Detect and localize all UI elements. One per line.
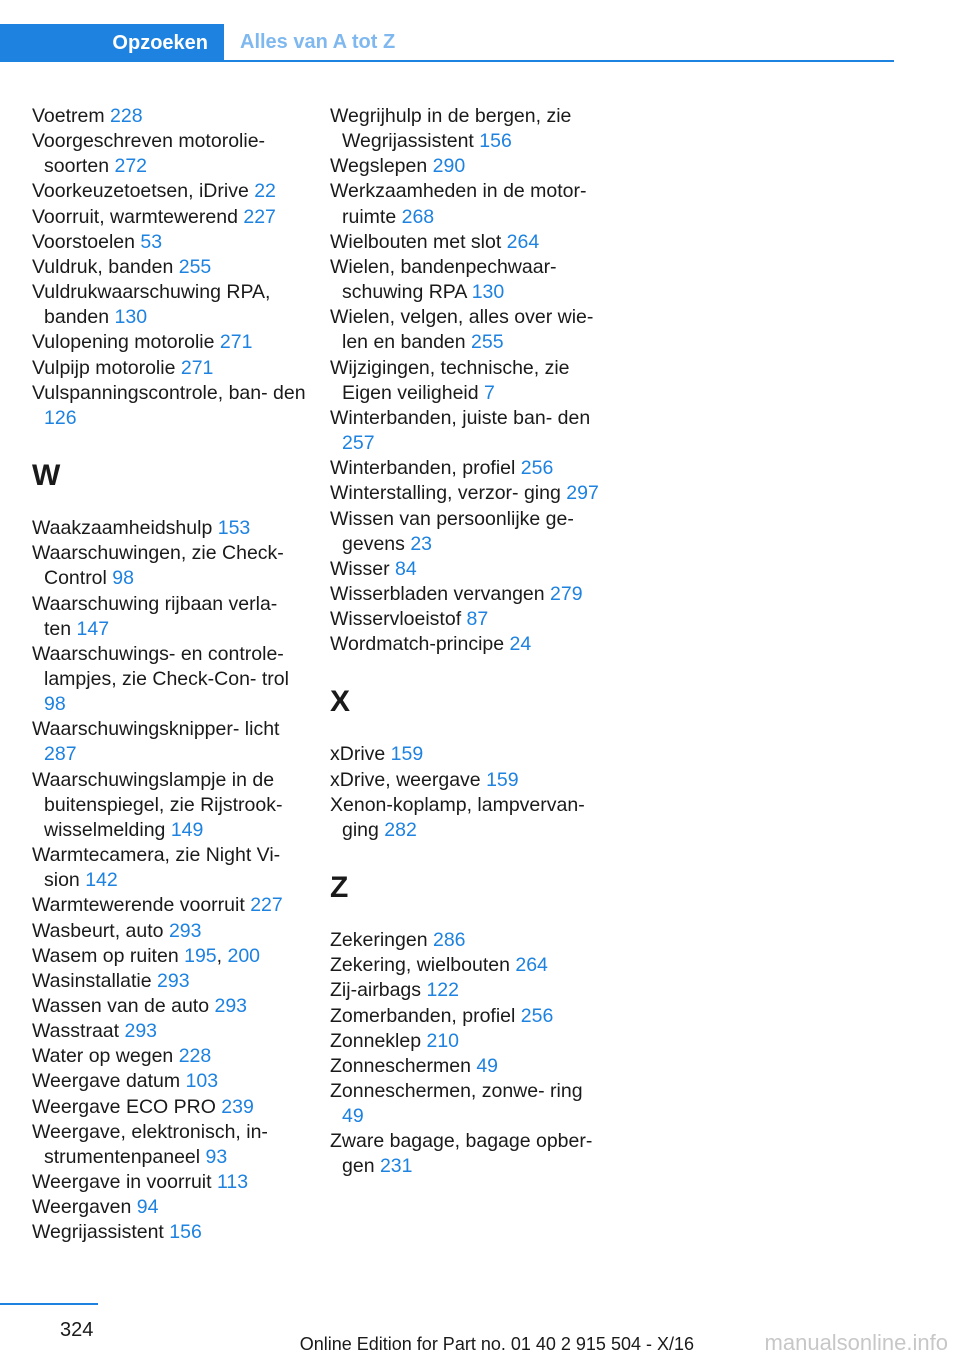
- index-entry-term: Voorstoelen: [32, 230, 141, 253]
- index-entry: [32, 592, 307, 642]
- index-entry-term: Wasem op ruiten: [32, 944, 185, 967]
- index-entry: [330, 742, 605, 767]
- index-entry-term: Vulspanningscontrole, ban‐ den: [32, 381, 306, 404]
- page-link[interactable]: 264: [515, 954, 548, 977]
- index-entry: [330, 305, 605, 355]
- index-entry: [330, 356, 605, 406]
- tab-opzoeken[interactable]: Opzoeken: [0, 24, 224, 62]
- page-link[interactable]: 53: [140, 230, 163, 253]
- index-entry-term: Waarschuwing rijbaan verla‐ ten: [32, 592, 278, 640]
- index-entry: [330, 582, 605, 607]
- page-link[interactable]: 49: [342, 1105, 364, 1128]
- page-link[interactable]: 94: [136, 1196, 159, 1219]
- index-entry: [32, 179, 307, 204]
- index-entry-term: Waakzaamheidshulp: [32, 517, 218, 540]
- index-entry: [330, 607, 605, 632]
- index-entry-term: Weergaven: [32, 1196, 137, 1219]
- index-entry-term: Warmtewerende voorruit: [32, 894, 251, 917]
- page-number: 324: [60, 1319, 94, 1341]
- index-entry-term: Wasinstallatie: [32, 969, 157, 992]
- page-link[interactable]: 271: [180, 356, 214, 379]
- page-link[interactable]: 287: [44, 743, 77, 766]
- page-link[interactable]: 22: [254, 180, 276, 203]
- page-link[interactable]: 228: [110, 105, 143, 127]
- page-link[interactable]: 227: [243, 205, 276, 228]
- index-entry-term: Waarschuwings- en controle‐ lampjes, zie Check-Con‐ trol: [32, 642, 289, 690]
- index-entry: [32, 104, 307, 129]
- index-entry-term: Waarschuwingsknipper‐ licht: [32, 718, 280, 741]
- page-link[interactable]: 286: [432, 929, 466, 952]
- index-entry: [330, 406, 605, 456]
- page-link[interactable]: 156: [169, 1221, 202, 1244]
- page-link[interactable]: 293: [157, 969, 190, 992]
- index-entry: [330, 632, 605, 657]
- index-entry-term: Weergave, elektronisch, in‐ strumentenpaneel: [32, 1120, 268, 1168]
- index-entry-term: Werkzaamheden in de motor‐ ruimte: [330, 180, 587, 228]
- index-entry: [330, 928, 605, 953]
- index-entry: [330, 1129, 605, 1179]
- index-entry: [32, 893, 307, 918]
- index-entry-term: xDrive, weergave: [330, 768, 487, 791]
- index-entry: [330, 230, 605, 255]
- page-number-rule: [0, 1303, 98, 1305]
- page-link[interactable]: 293: [214, 995, 248, 1017]
- page-link[interactable]: 227: [250, 894, 283, 917]
- index-entry-term: Xenon-koplamp, lampvervan‐ ging: [330, 793, 585, 841]
- page-link[interactable]: 228: [178, 1045, 212, 1068]
- page-link[interactable]: 200: [227, 944, 261, 967]
- index-entry: [32, 205, 307, 230]
- index-column-right: [330, 104, 605, 1180]
- edition-footer: Online Edition for Part no. 01 40 2 915 504 - X/16: [299, 1334, 694, 1354]
- page-link[interactable]: 130: [114, 306, 148, 329]
- page-link[interactable]: 271: [219, 331, 253, 354]
- page-link[interactable]: 103: [185, 1070, 219, 1093]
- index-entry: [330, 1029, 605, 1054]
- index-entry: [32, 1019, 307, 1044]
- index-entry: [32, 1095, 307, 1120]
- page-link[interactable]: 279: [550, 582, 583, 605]
- index-entry: [32, 1170, 307, 1195]
- index-entry-term: Vuldruk, banden: [32, 255, 179, 278]
- index-entry-term: Vulpijp motorolie: [32, 356, 181, 379]
- page-link[interactable]: 256: [520, 457, 554, 480]
- page-link[interactable]: 297: [566, 482, 599, 505]
- page-link[interactable]: 293: [168, 919, 202, 942]
- index-entry-term: Wisservloeistof: [330, 608, 467, 631]
- index-entry-term: Wissen van persoonlijke ge‐ gevens: [330, 507, 574, 555]
- section-letter: Z: [330, 871, 349, 905]
- index-entry: [330, 793, 605, 843]
- chapter-tabbar: [0, 24, 894, 62]
- page-link[interactable]: 149: [170, 818, 204, 841]
- index-entry-term: Zonneschermen: [330, 1054, 477, 1077]
- index-entry: [32, 1120, 307, 1170]
- index-entry: [330, 978, 605, 1003]
- page-link[interactable]: 93: [205, 1145, 228, 1168]
- page-link[interactable]: 255: [471, 331, 504, 354]
- page-link[interactable]: 290: [432, 155, 466, 178]
- page-link[interactable]: 257: [342, 432, 375, 455]
- index-entry: [32, 994, 307, 1019]
- index-entry-term: Zekeringen: [330, 929, 433, 952]
- index-entry-term: Voorgeschreven motorolie‐ soorten: [32, 130, 266, 178]
- index-entry: [32, 381, 307, 431]
- page-link[interactable]: 24: [509, 633, 532, 656]
- index-entry: [32, 717, 307, 767]
- watermark: manualsonline.info: [764, 1330, 948, 1355]
- index-entry-term: Wegrijassistent: [32, 1221, 170, 1244]
- index-entry-term: Winterbanden, juiste ban‐ den: [330, 406, 591, 429]
- page-link[interactable]: 23: [410, 532, 433, 555]
- index-entry: [330, 179, 605, 229]
- index-entry-term: Wisserbladen vervangen: [330, 582, 551, 605]
- index-entry-term: Zomerbanden, profiel: [330, 1004, 521, 1027]
- page-link[interactable]: 147: [76, 617, 110, 640]
- page-link[interactable]: 282: [384, 818, 417, 841]
- index-entry: [330, 104, 605, 154]
- index-entry-term: Zonneschermen, zonwe‐ ring: [330, 1080, 583, 1102]
- section-letter: X: [330, 685, 351, 719]
- page-link[interactable]: 159: [486, 768, 519, 791]
- page-link[interactable]: 272: [114, 155, 148, 178]
- index-entry-term: Zij-airbags: [330, 979, 427, 1002]
- index-entry: [32, 1069, 307, 1094]
- index-entry-term: Voorkeuzetoetsen, iDrive: [32, 180, 255, 203]
- index-entry-term: Wassen van de auto: [32, 995, 215, 1017]
- page-link[interactable]: 122: [426, 979, 459, 1002]
- index-entry: [330, 1054, 605, 1079]
- index-entry-term: xDrive: [330, 743, 391, 766]
- index-entry-term: Winterbanden, profiel: [330, 457, 521, 480]
- index-entry-term: Zekering, wielbouten: [330, 954, 516, 977]
- page-link[interactable]: 239: [221, 1095, 254, 1118]
- index-entry-term: Voorruit, warmtewerend: [32, 205, 244, 228]
- index-entry: [32, 1220, 307, 1245]
- index-entry: [32, 129, 307, 179]
- page-link[interactable]: 231: [379, 1155, 413, 1178]
- index-entry-term: Wasstraat: [32, 1020, 125, 1043]
- index-entry: [330, 768, 605, 793]
- index-entry-term: Waarschuwingslampje in de buitenspiegel, zie Rijstrook‐ wisselmelding: [32, 768, 283, 841]
- index-entry-term: Winterstalling, verzor‐ ging: [330, 482, 567, 505]
- index-entry: [32, 255, 307, 280]
- index-entry: [32, 1044, 307, 1069]
- page-link[interactable]: 126: [44, 406, 77, 429]
- index-entry-term: Vuldrukwaarschuwing RPA, banden: [32, 281, 271, 329]
- index-entry: [330, 507, 605, 557]
- index-entry: [32, 919, 307, 944]
- index-entry: [330, 1079, 605, 1129]
- page-link[interactable]: 7: [484, 381, 495, 404]
- index-entry-term: Weergave datum: [32, 1070, 186, 1093]
- index-entry-term: Voetrem: [32, 105, 111, 127]
- index-entry: [330, 456, 605, 481]
- index-entry-term: Warmtecamera, zie Night Vi‐ sion: [32, 844, 281, 892]
- index-entry-term: Zonneklep: [330, 1029, 427, 1052]
- page-link[interactable]: 264: [506, 230, 540, 253]
- index-entry-term: Waarschuwingen, zie Check- Control: [32, 542, 284, 590]
- page-link[interactable]: 153: [217, 517, 251, 540]
- index-entry: [32, 969, 307, 994]
- page-link[interactable]: 268: [401, 205, 435, 228]
- page-link[interactable]: 98: [112, 567, 134, 590]
- index-entry-term: Wasbeurt, auto: [32, 919, 169, 942]
- page-link[interactable]: 142: [85, 869, 118, 892]
- page-link[interactable]: 156: [479, 130, 512, 153]
- index-entry: [32, 280, 307, 330]
- page-link[interactable]: 87: [466, 608, 489, 631]
- index-entry-term: Wielen, bandenpechwaar‐ schuwing RPA: [330, 255, 557, 304]
- page-link[interactable]: 159: [390, 743, 424, 766]
- index-entry: [330, 557, 605, 582]
- index-entry-term: Wegrijhulp in de bergen, zie Wegrijassistent: [330, 105, 572, 153]
- index-entry: [330, 953, 605, 978]
- page-link[interactable]: 84: [395, 557, 417, 580]
- index-entry: Wasem op ruiten 195, 200: [32, 944, 261, 967]
- index-entry-term: Weergave ECO PRO: [32, 1095, 222, 1118]
- index-entry: [330, 481, 605, 506]
- page-link[interactable]: 49: [476, 1054, 499, 1077]
- tabbar-underline: [0, 60, 894, 62]
- index-entry: [32, 330, 307, 355]
- index-entry-term: Wordmatch-principe: [330, 633, 510, 656]
- index-column-left: [32, 104, 307, 1246]
- index-entry-term: Zware bagage, bagage opber‐ gen: [330, 1130, 593, 1178]
- index-entry-term: Wijzigingen, technische, zie Eigen veiligheid: [330, 356, 570, 404]
- page-link[interactable]: 195: [184, 944, 217, 967]
- index-entry: [32, 843, 307, 893]
- page-link[interactable]: 210: [426, 1029, 460, 1052]
- section-letter: W: [32, 459, 61, 493]
- index-entry: [32, 642, 307, 717]
- page-link[interactable]: 98: [44, 693, 66, 716]
- index-entry-term: Weergave in voorruit: [32, 1171, 217, 1194]
- index-entry: [32, 356, 307, 381]
- index-entry: [32, 230, 307, 255]
- index-entry: [330, 255, 605, 305]
- page-link[interactable]: 113: [216, 1171, 249, 1194]
- index-entry: [32, 516, 307, 541]
- tab-alles-van-a-tot-z[interactable]: Alles van A tot Z: [240, 30, 396, 53]
- page-link[interactable]: 255: [178, 255, 212, 278]
- index-entry-term: Wielen, velgen, alles over wie‐ len en banden: [330, 306, 594, 354]
- index-entry-term: Water op wegen: [32, 1045, 179, 1068]
- index-entry: [330, 154, 605, 179]
- index-entry: [32, 1195, 307, 1220]
- index-entry-term: Wegslepen: [330, 155, 433, 178]
- index-entry-term: Vulopening motorolie: [32, 331, 220, 354]
- index-entry: [32, 768, 307, 843]
- page-link[interactable]: 293: [124, 1020, 158, 1043]
- index-entry: [330, 1004, 605, 1029]
- index-entry: [32, 541, 307, 591]
- index-entry-term: Wisser: [330, 557, 395, 580]
- index-entry-term: Wielbouten met slot: [330, 230, 507, 253]
- page-link[interactable]: 256: [520, 1004, 554, 1027]
- page-link[interactable]: 130: [471, 281, 505, 304]
